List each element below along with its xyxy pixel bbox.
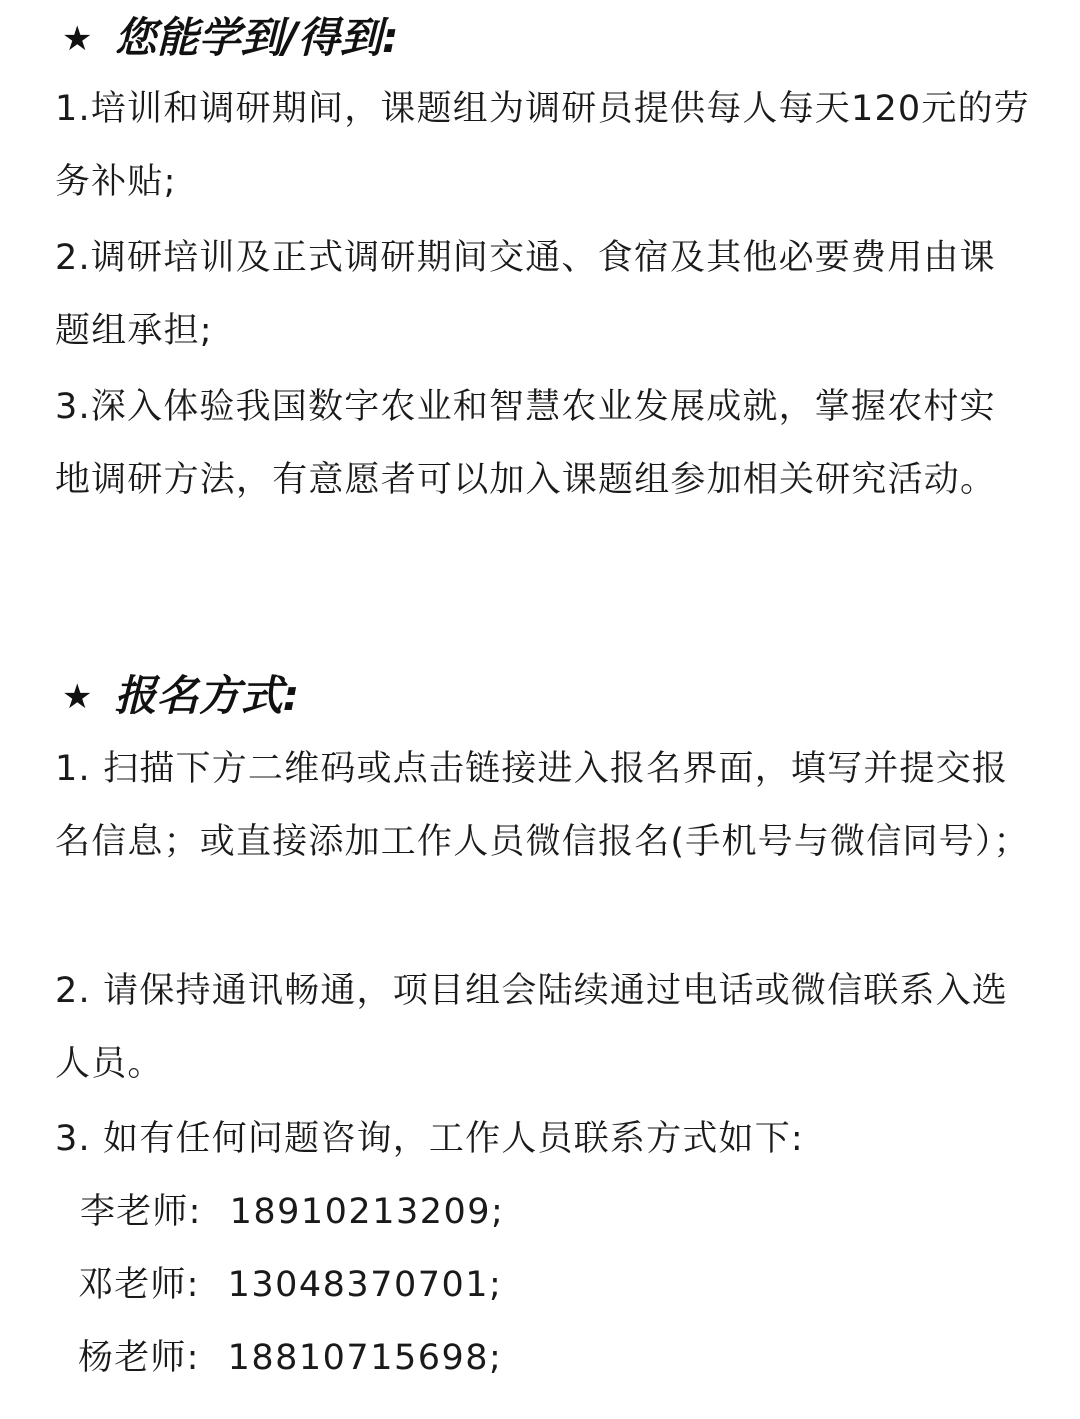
contact-phone: 18910213209; [229,1192,505,1232]
star-icon: ★ [62,677,93,717]
contact-row [80,1176,504,1249]
contact-name: 杨老师: [78,1338,200,1378]
contact-phone: 13048370701; [227,1265,503,1305]
registration-item-3: 3. 如有任何问题咨询，工作人员联系方式如下: [55,1119,804,1159]
contact-phone: 18810715698; [227,1338,503,1378]
heading-text: 您能学到/得到: [114,13,399,62]
registration-item-1: 1. 扫描下方二维码或点击链接进入报名界面，填写并提交报名信息；或直接添加工作人员微信报名(手机号与微信同号）； [55,749,1030,862]
registration-item-2: 2. 请保持通讯畅通，项目组会陆续通过电话或微信联系入选人员。 [55,971,1009,1084]
benefit-item-1: 1.培训和调研期间，课题组为调研员提供每人每天120元的劳务补贴; [55,89,1030,202]
contact-name: 李老师: [80,1192,202,1232]
contact-row [78,1322,502,1395]
contact-row [78,1249,502,1322]
benefit-item-2: 2.调研培训及正式调研期间交通、食宿及其他必要费用由课题组承担; [55,238,996,351]
star-icon: ★ [62,19,93,59]
heading-text: 报名方式: [114,671,300,720]
benefit-item-3: 3.深入体验我国数字农业和智慧农业发展成就，掌握农村实地调研方法，有意愿者可以加入课题组参加相关研究活动。 [55,387,997,500]
contact-name: 邓老师: [78,1265,200,1305]
section-heading-registration [62,668,299,725]
section-heading-benefits [62,10,399,67]
